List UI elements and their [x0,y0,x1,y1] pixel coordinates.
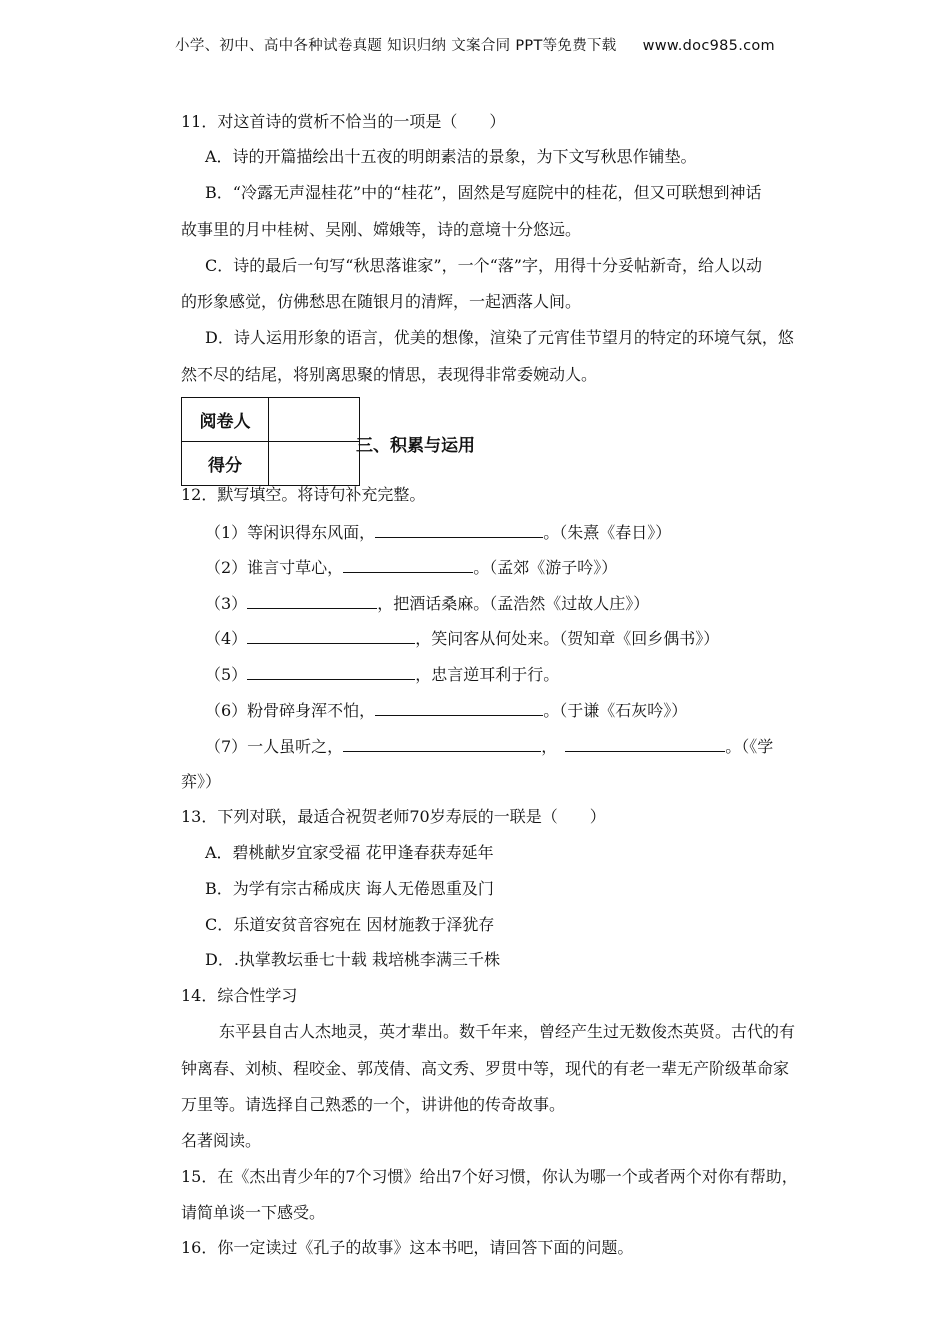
q14-paragraph-line2: 钟离春、刘桢、程咬金、郭茂倩、高文秀、罗贯中等，现代的有老一辈无产阶级革命家 [181,1059,790,1078]
q12-item-7-suffix: 。（《学 [725,737,774,756]
q12-item-5-prefix: （5） [205,665,248,684]
q13-option-a: A．碧桃献岁宜家受福 花甲逢春获寿延年 [205,843,494,862]
q13-stem: 13．下列对联，最适合祝贺老师70岁寿辰的一联是（ ） [181,807,606,826]
q15-line1: 15．在《杰出青少年的7个习惯》给出7个好习惯，你认为哪一个或者两个对你有帮助， [181,1167,798,1186]
q12-item-2-suffix: 。（孟郊《游子吟》） [473,558,618,577]
q11-option-d-line1: D．诗人运用形象的语言，优美的想像，渲染了元宵佳节望月的特定的环境气氛，悠 [205,328,794,347]
header-text: 小学、初中、高中各种试卷真题 知识归纳 文案合同 PPT等免费下载 [175,38,617,54]
q12-item-2 [205,556,617,579]
q12-item-4 [205,627,719,650]
q12-item-7 [205,735,773,758]
q12-item-7-continued: 弈》） [181,772,222,791]
q12-item-6-suffix: 。（于谦《石灰吟》） [543,701,688,720]
q12-item-7-blank-1[interactable] [343,735,541,752]
q14-paragraph-line3: 万里等。请选择自己熟悉的一个，讲讲他的传奇故事。 [181,1095,566,1114]
q12-item-2-blank[interactable] [343,556,473,573]
q12-item-1-blank[interactable] [375,521,543,538]
q12-item-6-blank[interactable] [375,699,543,716]
reading-title: 名著阅读。 [181,1131,262,1150]
q12-item-1-prefix: （1）等闲识得东风面， [205,523,376,542]
header-url[interactable]: www.doc985.com [642,38,775,54]
grading-table [181,397,360,486]
q12-item-5-suffix: ，忠言逆耳利于行。 [415,665,560,684]
q12-item-4-prefix: （4） [205,629,248,648]
q12-item-6-prefix: （6）粉骨碎身浑不怕， [205,701,376,720]
q11-stem: 11．对这首诗的赏析不恰当的一项是（ ） [181,112,506,131]
q12-item-7-blank-2[interactable] [565,735,725,752]
q11-option-b-line1: B．“冷露无声湿桂花”中的“桂花”，固然是写庭院中的桂花，但又可联想到神话 [205,183,762,202]
reviewer-label: 阅卷人 [182,398,269,442]
q12-stem: 12．默写填空。将诗句补充完整。 [181,485,426,504]
q15-line2: 请简单谈一下感受。 [181,1203,326,1222]
q11-option-c-line1: C．诗的最后一句写“秋思落谁家”，一个“落”字，用得十分妥帖新奇，给人以动 [205,256,762,275]
q11-option-b-line2: 故事里的月中桂树、吴刚、嫦娥等，诗的意境十分悠远。 [181,220,582,239]
q13-option-b: B．为学有宗古稀成庆 诲人无倦恩重及门 [205,879,494,898]
q14-paragraph-line1: 东平县自古人杰地灵，英才辈出。数千年来，曾经产生过无数俊杰英贤。古代的有 [219,1022,796,1041]
q12-item-6 [205,699,687,722]
q12-item-1 [205,521,671,544]
q12-item-3-suffix: ，把酒话桑麻。（孟浩然《过故人庄》） [377,594,650,613]
reviewer-cell [269,398,360,442]
q11-option-d-line2: 然不尽的结尾，将别离思聚的情思，表现得非常委婉动人。 [181,365,598,384]
q12-item-3 [205,592,649,615]
q12-item-7-separator: ， [541,737,558,756]
q12-item-3-blank[interactable] [247,592,377,609]
q12-item-7-prefix: （7）一人虽听之， [205,737,344,756]
q12-item-1-suffix: 。（朱熹《春日》） [543,523,672,542]
section-title: 三、积累与运用 [356,436,475,456]
page-header [0,34,950,55]
q16-stem: 16．你一定读过《孔子的故事》这本书吧，请回答下面的问题。 [181,1238,634,1257]
q13-option-d: D．.执掌教坛垂七十载 栽培桃李满三千株 [205,950,501,969]
q12-item-5-blank[interactable] [247,663,415,680]
q12-item-3-prefix: （3） [205,594,248,613]
q14-stem: 14．综合性学习 [181,986,298,1005]
q12-item-2-prefix: （2）谁言寸草心， [205,558,344,577]
q12-item-4-suffix: ，笑问客从何处来。（贺知章《回乡偶书》） [415,629,720,648]
q12-item-4-blank[interactable] [247,627,415,644]
q13-option-c: C．乐道安贫音容宛在 因材施教于泽犹存 [205,915,495,934]
score-cell [269,442,360,486]
q11-option-a: A．诗的开篇描绘出十五夜的明朗素洁的景象，为下文写秋思作铺垫。 [205,147,697,166]
score-label: 得分 [182,442,269,486]
q11-option-c-line2: 的形象感觉，仿佛愁思在随银月的清辉，一起洒落人间。 [181,292,582,311]
q12-item-5 [205,663,559,686]
